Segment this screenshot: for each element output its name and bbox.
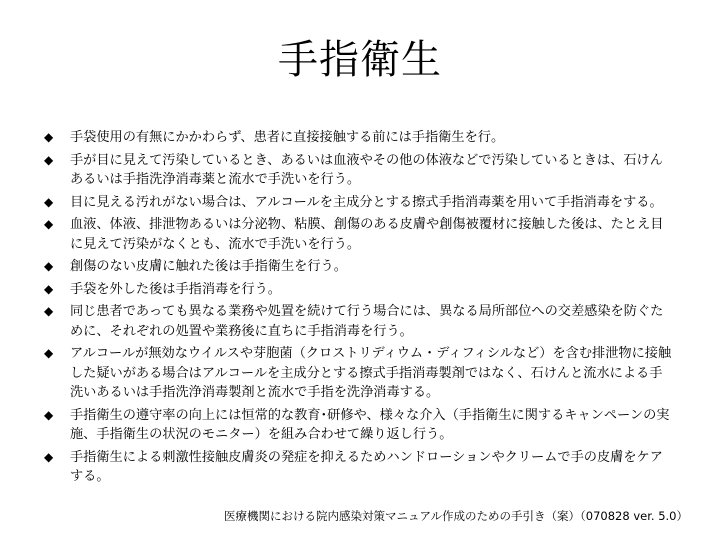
bullet-item (44, 344, 674, 403)
diamond-bullet-icon: ◆ (44, 259, 54, 273)
diamond-bullet-icon: ◆ (44, 407, 54, 422)
bullet-text: アルコールが無効なウイルスや芽胞菌（クロストリディウム・ディフィシルなど）を含む排泄物に接触した疑いがある場合はアルコールを主成分とする擦式手指消毒製剤ではなく、石けんと流水による手洗いあるいは手指洗浄消毒製剤と流水で手指を洗浄消毒する。 (70, 346, 672, 400)
bullet-item (44, 215, 674, 254)
diamond-bullet-icon: ◆ (44, 281, 54, 296)
bullet-list (44, 128, 674, 490)
bullet-text: 手袋使用の有無にかかわらず、患者に直接接触する前には手指衛生を行。 (70, 130, 505, 145)
bullet-text: 創傷のない皮膚に触れた後は手指衛生を行う。 (70, 259, 347, 274)
bullet-item (44, 151, 674, 190)
bullet-text: 血液、体液、排泄物あるいは分泌物、粘膜、創傷のある皮膚や創傷被覆材に接触した後は、たとえ目に見えて汚染がなくとも、流水で手洗いを行う。 (70, 217, 664, 252)
bullet-text: 手袋を外した後は手指消毒を行う。 (70, 281, 281, 297)
bullet-item (44, 280, 674, 300)
source-citation: 医療機関における院内感染対策マニュアル作成のための手引き（案）（070828 ver. 5.0） (224, 509, 688, 523)
diamond-bullet-icon: ◆ (44, 152, 54, 167)
bullet-item (44, 406, 674, 445)
diamond-bullet-icon: ◆ (44, 304, 54, 318)
bullet-text: 手指衛生による刺激性接触皮膚炎の発症を抑えるためハンドローションやクリームで手の皮膚をケアする。 (70, 449, 663, 484)
bullet-item (44, 128, 674, 148)
bullet-text: 同じ患者であっても異なる業務や処置を続けて行う場合には、異なる局所部位への交差感染を防ぐために、それぞれの処置や業務後に直ちに手指消毒を行う。 (70, 304, 664, 339)
diamond-bullet-icon: ◆ (44, 449, 54, 464)
bullet-text: 手指衛生の遵守率の向上には恒常的な教育･研修や、様々な介入（手指衛生に関するキャンペーンの実施、手指衛生の状況のモニター）を組み合わせて繰り返し行う。 (70, 407, 670, 442)
bullet-item (44, 257, 674, 277)
bullet-item (44, 193, 674, 213)
slide-title: 手指衛生 (278, 37, 442, 83)
bullet-text: 目に見える汚れがない場合は、アルコールを主成分とする擦式手指消毒薬を用いて手指消毒をする。 (70, 194, 663, 210)
diamond-bullet-icon: ◆ (44, 194, 54, 209)
diamond-bullet-icon: ◆ (44, 346, 54, 360)
diamond-bullet-icon: ◆ (44, 130, 54, 144)
bullet-text: 手が目に見えて汚染しているとき、あるいは血液やその他の体液などで汚染しているときは、石けんあるいは手指洗浄消毒薬と流水で手洗いを行う。 (70, 152, 663, 187)
diamond-bullet-icon: ◆ (44, 217, 54, 231)
bullet-item (44, 448, 674, 487)
bullet-item (44, 302, 674, 341)
